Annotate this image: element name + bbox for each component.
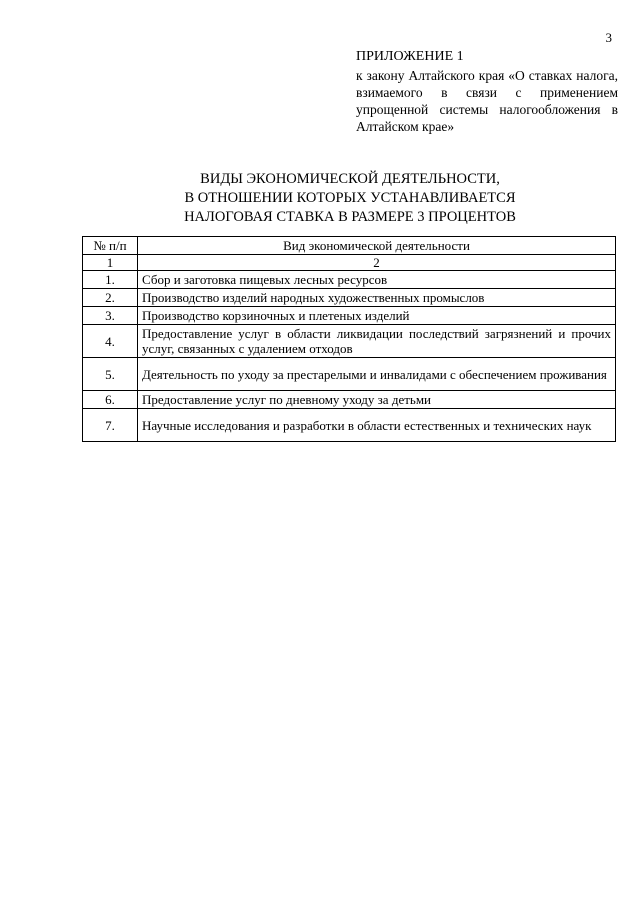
activity-name: Предоставление услуг в области ликвидации последствий загрязнений и прочих услуг, связанных с удалением отходов bbox=[138, 325, 616, 358]
title-line: ВИДЫ ЭКОНОМИЧЕСКОЙ ДЕЯТЕЛЬНОСТИ, bbox=[200, 171, 500, 187]
activities-table bbox=[82, 236, 616, 442]
appendix-title: ПРИЛОЖЕНИЕ 1 bbox=[356, 49, 464, 64]
row-number: 2. bbox=[83, 289, 138, 307]
table-row bbox=[83, 307, 616, 325]
row-number: 1. bbox=[83, 271, 138, 289]
activity-name: Сбор и заготовка пищевых лесных ресурсов bbox=[138, 271, 616, 289]
column-index-row bbox=[83, 255, 616, 271]
title-line: В ОТНОШЕНИИ КОТОРЫХ УСТАНАВЛИВАЕТСЯ bbox=[184, 190, 516, 206]
column-index: 2 bbox=[138, 255, 616, 271]
table-header-row bbox=[83, 237, 616, 255]
document-title bbox=[80, 170, 620, 227]
activity-name: Предоставление услуг по дневному уходу за детьми bbox=[138, 391, 616, 409]
table-row bbox=[83, 289, 616, 307]
row-number: 3. bbox=[83, 307, 138, 325]
table-row bbox=[83, 325, 616, 358]
row-number: 4. bbox=[83, 325, 138, 358]
row-number: 7. bbox=[83, 409, 138, 442]
row-number: 6. bbox=[83, 391, 138, 409]
table-row bbox=[83, 358, 616, 391]
header-activity: Вид экономической деятельности bbox=[138, 237, 616, 255]
activity-name: Производство корзиночных и плетеных изделий bbox=[138, 307, 616, 325]
activity-name: Производство изделий народных художественных промыслов bbox=[138, 289, 616, 307]
header-number: № п/п bbox=[83, 237, 138, 255]
table-row bbox=[83, 271, 616, 289]
activity-name: Научные исследования и разработки в области естественных и технических наук bbox=[138, 409, 616, 442]
appendix-block bbox=[356, 48, 618, 135]
column-index: 1 bbox=[83, 255, 138, 271]
table-row bbox=[83, 391, 616, 409]
table-row bbox=[83, 409, 616, 442]
title-line: НАЛОГОВАЯ СТАВКА В РАЗМЕРЕ 3 ПРОЦЕНТОВ bbox=[184, 209, 516, 225]
appendix-text: к закону Алтайского края «О ставках налога, взимаемого в связи с применением упрощенной системы налогообложения в Алтайском крае» bbox=[356, 68, 618, 134]
activity-name: Деятельность по уходу за престарелыми и инвалидами с обеспечением проживания bbox=[138, 358, 616, 391]
row-number: 5. bbox=[83, 358, 138, 391]
page-number: 3 bbox=[605, 30, 612, 45]
